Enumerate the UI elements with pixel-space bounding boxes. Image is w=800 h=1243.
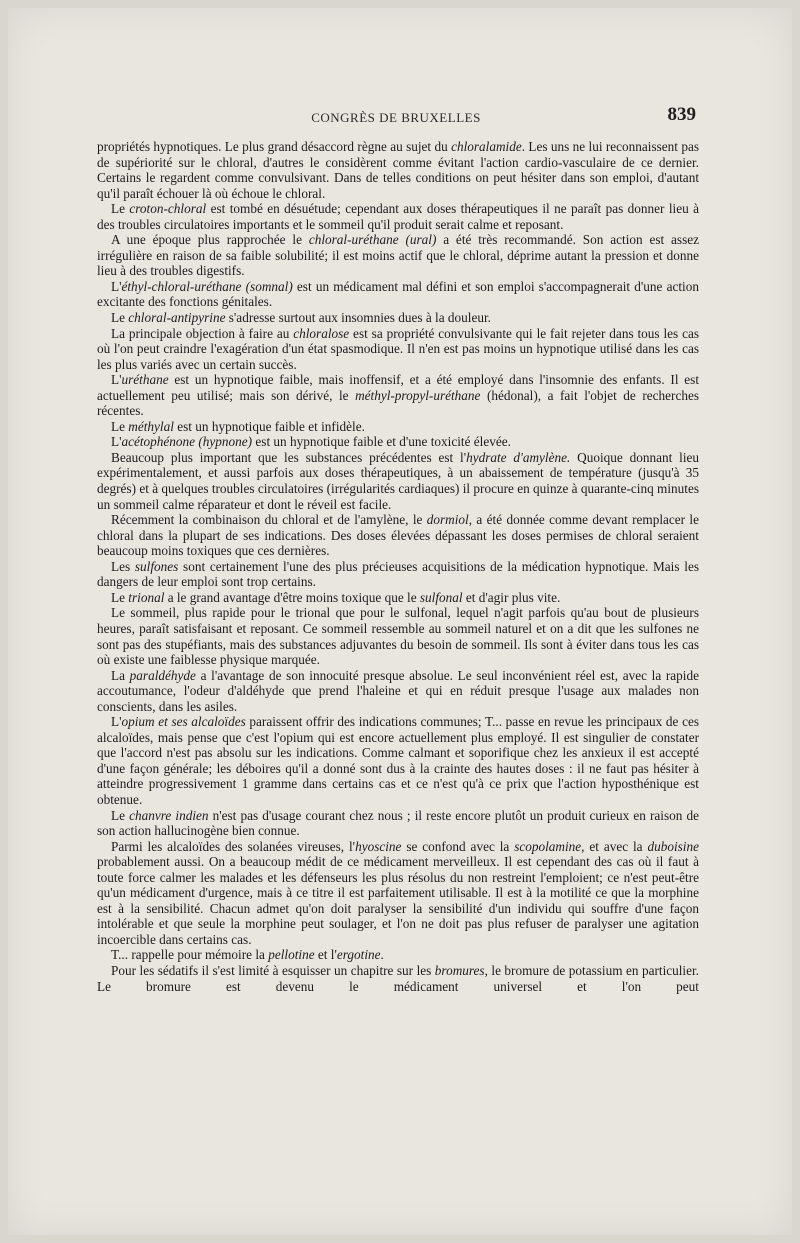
italic-term: éthyl-chloral-uréthane (somnal)	[121, 278, 293, 294]
text-run: L'	[111, 372, 122, 388]
paragraph	[97, 434, 699, 450]
text-run: Le	[111, 589, 129, 605]
paragraph	[97, 839, 699, 948]
text-run: Quoique donnant lieu expérimentalement, et aussi parfois aux doses thérapeutiques, à un abaissement de température (jusqu'à 35 degrés) et à quelques troubles circulatoires (irrégularités cardiaques) il procure en quinze à quarante-cinq minutes un sommeil calme réparateur et dont le réveil est facile.	[97, 449, 700, 512]
italic-term: méthylal	[128, 418, 174, 434]
page-header	[96, 104, 696, 132]
text-run: T... rappelle pour mémoire la	[111, 947, 269, 963]
text-run: Les	[111, 558, 135, 574]
text-run: (hédonal), a fait l'objet de recherches récentes.	[97, 387, 699, 419]
italic-term: bromures	[434, 962, 485, 978]
italic-term: chloral-antipyrine	[128, 310, 226, 326]
italic-term: sulfonal	[419, 589, 463, 605]
text-run: L'	[111, 714, 122, 730]
text-run: paraissent offrir des indications communes; T... passe en revue les principaux de ces alcaloïdes, mais pense que c'est l'opium qui est encore actuellement plus employé. Il est singulier de constater que l'accord n'est pas absolu sur les indications. Comme calmant et soporifique chez les anxieux il est accepté d'une façon générale; les déboires qu'il a donné sont dus à la crainte des hautes doses : il ne faut pas hésiter à atteindre progressivement 1 gramme dans certains cas et ce n'est qu'à ce prix que l'action hyposthénique est obtenue.	[97, 714, 699, 807]
text-run: A une époque plus rapprochée le	[111, 232, 309, 248]
text-run: et d'agir plus vite.	[462, 589, 561, 605]
italic-term: scopolamine	[514, 838, 582, 854]
paragraph	[97, 963, 699, 994]
paragraph	[97, 512, 699, 559]
text-run: Le sommeil, plus rapide pour le trional que pour le sulfonal, lequel n'agit parfois qu'au bout de plusieurs heures, paraît satisfaisant et reposant. Ce sommeil ressemble au sommeil naturel et on a dit que les sulfones ne sont pas des stupéfiants, mais des substances adjuvantes du besoin de sommeil. Ils sont à éviter dans tous les cas où existe une faiblesse physique marquée.	[97, 605, 699, 668]
italic-term: trional	[128, 589, 165, 605]
italic-term: sulfones	[134, 558, 179, 574]
text-run: et l'	[314, 947, 337, 963]
text-run: Le	[111, 418, 129, 434]
italic-term: pellotine	[268, 947, 315, 963]
text-run: est un hypnotique faible, mais inoffensif, et a été employé dans l'insomnie des enfants. Il est actuellement peu utilisé; mais son dérivé, le	[97, 372, 699, 403]
paragraph	[97, 201, 699, 232]
text-run: , a été donnée comme devant remplacer le chloral dans la plupart de ses indications. Des doses élevées dépassant les doses permises de chloral seraient beaucoup moins toxiques que ces dernières.	[97, 512, 699, 559]
paragraph	[97, 310, 699, 326]
page-number: 839	[667, 104, 696, 125]
text-run: a été très recommandé. Son action est assez irrégulière en raison de sa faible solubilité; il est moins actif que le chloral, déprime autant la pression et donne lieu à des troubles digestifs.	[97, 232, 699, 279]
paragraph	[97, 232, 699, 279]
italic-term: chloralose	[293, 325, 350, 341]
paragraph	[97, 419, 699, 435]
text-run: , le bromure de potassium en particulier. Le bromure est devenu le médicament universel et l'on peut	[97, 962, 699, 994]
paragraph	[97, 559, 699, 590]
paragraph	[97, 590, 699, 606]
text-run: Récemment la combinaison du chloral et de l'amylène, le	[111, 512, 427, 528]
text-run: Le	[111, 201, 130, 217]
italic-term: acétophénone (hypnone)	[121, 434, 253, 450]
text-run: Beaucoup plus important que les substances précédentes est l'	[111, 449, 467, 465]
text-run: Parmi les alcaloïdes des solanées vireuses, l'	[111, 838, 356, 854]
italic-term: hydrate d'amylène.	[466, 449, 571, 465]
italic-term: chanvre indien	[129, 807, 209, 823]
paragraph	[97, 450, 699, 512]
text-run: sont certainement l'une des plus précieuses acquisitions de la médication hypnotique. Mais les dangers de leur emploi sont trop certains.	[97, 558, 699, 590]
paragraph	[97, 279, 699, 310]
running-title: CONGRÈS DE BRUXELLES	[311, 110, 481, 125]
text-run: est tombé en désuétude; cependant aux doses thérapeutiques il ne paraît pas donner lieu à des troubles circulatoires importants et le sommeil qu'il produit serait calme et reposant.	[97, 201, 699, 232]
text-run: , et avec la	[581, 838, 648, 854]
text-run: Le	[111, 310, 129, 326]
italic-term: opium et ses alcaloïdes	[121, 714, 246, 730]
italic-term: croton-chloral	[129, 201, 207, 217]
text-run: se confond avec la	[401, 838, 515, 854]
text-run: est un médicament mal défini et son emploi s'accompagnerait d'une action excitante des fonctions génitales.	[97, 278, 699, 310]
text-run: . Les uns ne lui reconnaissent pas de supériorité sur le chloral, d'autres le considèrent comme évitant l'action cardio-vasculaire de ce dernier. Certains le regardent comme convulsivant. Dans de telles conditions on peut hésiter dans son emploi, d'autant qu'il paraît échouer là où échoue le chloral.	[97, 139, 699, 201]
paragraph	[97, 668, 699, 715]
text-run: est un hypnotique faible et infidèle.	[173, 418, 365, 434]
text-run: L'	[111, 278, 122, 294]
text-run: .	[380, 947, 384, 963]
paragraph	[97, 808, 699, 839]
italic-term: duboisine	[647, 838, 699, 854]
text-run: probablement aussi. On a beaucoup médit de ce médicament merveilleux. Il est cependant des cas où il faut à toute force calmer les malades et les défenseurs les plus résolus du non restreint l'emploient; ce n'est peut-être qu'un médicament d'urgence, mais à ce titre il est parfaitement utilisable. Il est à la motilité ce que la morphine est à la sensibilité. Chacun admet qu'on doit paralyser la sensibilité d'un individu qui souffre d'une façon intolérable et que seule la morphine peut soulager, et l'on ne doit pas plus refuser de paralyser une agitation incoercible dans certains cas.	[97, 854, 699, 947]
text-run: La principale objection à faire au	[111, 325, 294, 341]
book-page	[8, 8, 792, 1235]
text-run: a l'avantage de son innocuité presque absolue. Le seul inconvénient réel est, avec la rapide accoutumance, l'odeur d'aldéhyde que prend l'haleine et qui en réduit presque l'usage aux malades non conscients, dans les asiles.	[97, 667, 699, 714]
paragraph	[97, 139, 699, 201]
italic-term: chloralamide	[451, 139, 522, 154]
paragraph	[97, 714, 699, 807]
paragraph	[97, 605, 699, 667]
text-run: Pour les sédatifs il s'est limité à esquisser un chapitre sur les	[111, 962, 435, 978]
paragraph	[97, 947, 699, 963]
paragraph	[97, 326, 699, 373]
text-run: est un hypnotique faible et d'une toxicité élevée.	[252, 434, 511, 450]
text-run: propriétés hypnotiques. Le plus grand désaccord règne au sujet du	[97, 139, 452, 154]
italic-term: chloral-uréthane (ural)	[308, 232, 437, 248]
paragraph	[97, 372, 699, 419]
text-run: n'est pas d'usage courant chez nous ; il reste encore plutôt un produit curieux en raison de son action hallucinogène bien connue.	[97, 807, 699, 839]
text-run: La	[111, 667, 130, 683]
italic-term: uréthane	[121, 372, 169, 388]
text-run: a le grand avantage d'être moins toxique que le	[164, 589, 420, 605]
body-text	[97, 139, 699, 994]
italic-term: hyoscine	[355, 838, 402, 854]
text-run: Le	[111, 807, 130, 823]
italic-term: ergotine	[336, 947, 381, 963]
italic-term: dormiol	[426, 512, 469, 528]
italic-term: paraldéhyde	[129, 667, 196, 683]
text-run: est sa propriété convulsivante qui le fait rejeter dans tous les cas où l'on peut craindre l'exagération d'un état spasmodique. Il n'en est pas moins un hypnotique utilisé dans les cas les plus variés avec un certain succès.	[97, 325, 699, 372]
text-run: L'	[111, 434, 122, 450]
italic-term: méthyl-propyl-uréthane	[355, 387, 481, 403]
text-run: s'adresse surtout aux insomnies dues à la douleur.	[225, 310, 491, 326]
